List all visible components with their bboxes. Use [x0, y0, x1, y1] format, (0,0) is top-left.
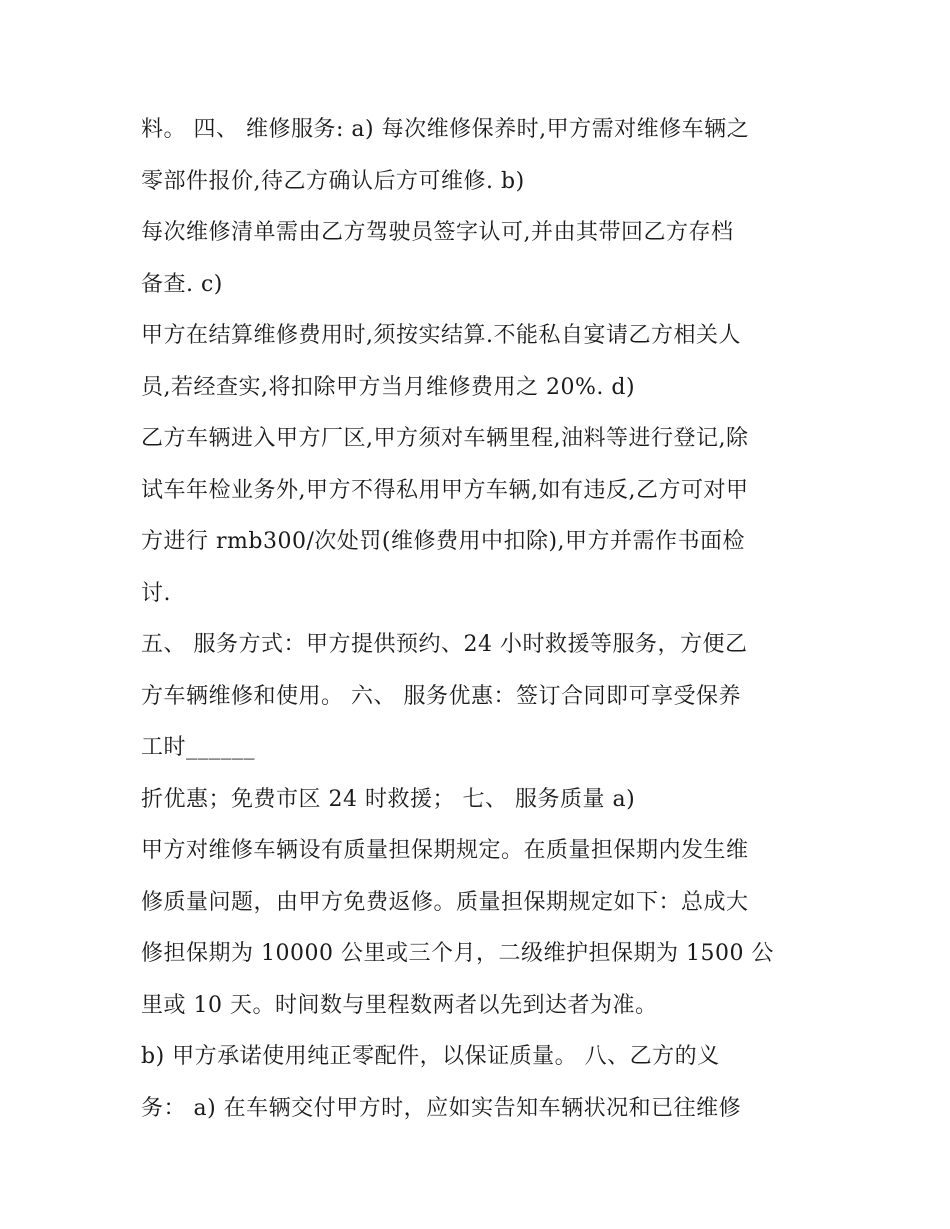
text-line: 零部件报价,待乙方确认后方可维修. b): [141, 168, 525, 194]
contract-text-body: [141, 104, 831, 1134]
text-line: 修质量问题，由甲方免费返修。质量担保期规定如下：总成大: [141, 889, 749, 915]
text-line: 备查. c): [141, 271, 223, 297]
text-line: 务： a) 在车辆交付甲方时，应如实告知车辆状况和已往维修: [141, 1095, 742, 1121]
text-line: 里或 10 天。时间数与里程数两者以先到达者为准。: [141, 992, 658, 1018]
text-line: 料。 四、 维修服务: a) 每次维修保养时,甲方需对维修车辆之: [141, 117, 750, 142]
text-line: 修担保期为 10000 公里或三个月，二级维护担保期为 1500 公: [141, 941, 774, 966]
text-line: 试车年检业务外,甲方不得私用甲方车辆,如有违反,乙方可对甲: [141, 477, 749, 503]
text-line: b) 甲方承诺使用纯正零配件，以保证质量。 八、乙方的义: [141, 1044, 720, 1069]
text-line: 方进行 rmb300/次处罚(维修费用中扣除),甲方并需作书面检: [141, 529, 746, 554]
text-line: 乙方车辆进入甲方厂区,甲方须对车辆里程,油料等进行登记,除: [141, 426, 749, 451]
text-line: 五、 服务方式：甲方提供预约、24 小时救援等服务，方便乙: [141, 632, 748, 657]
text-line: 方车辆维修和使用。 六、 服务优惠：签订合同即可享受保养: [141, 683, 741, 709]
text-line: 甲方对维修车辆设有质量担保期规定。在质量担保期内发生维: [141, 838, 749, 863]
text-line: 每次维修清单需由乙方驾驶员签字认可,并由其带回乙方存档: [141, 220, 734, 245]
text-line: 讨.: [141, 580, 171, 606]
text-line: 工时______: [141, 735, 256, 760]
text-line: 员,若经查实,将扣除甲方当月维修费用之 20%. d): [141, 374, 636, 400]
text-line: 折优惠；免费市区 24 时救援； 七、 服务质量 a): [141, 786, 636, 812]
text-line: 甲方在结算维修费用时,须按实结算.不能私自宴请乙方相关人: [141, 323, 741, 348]
